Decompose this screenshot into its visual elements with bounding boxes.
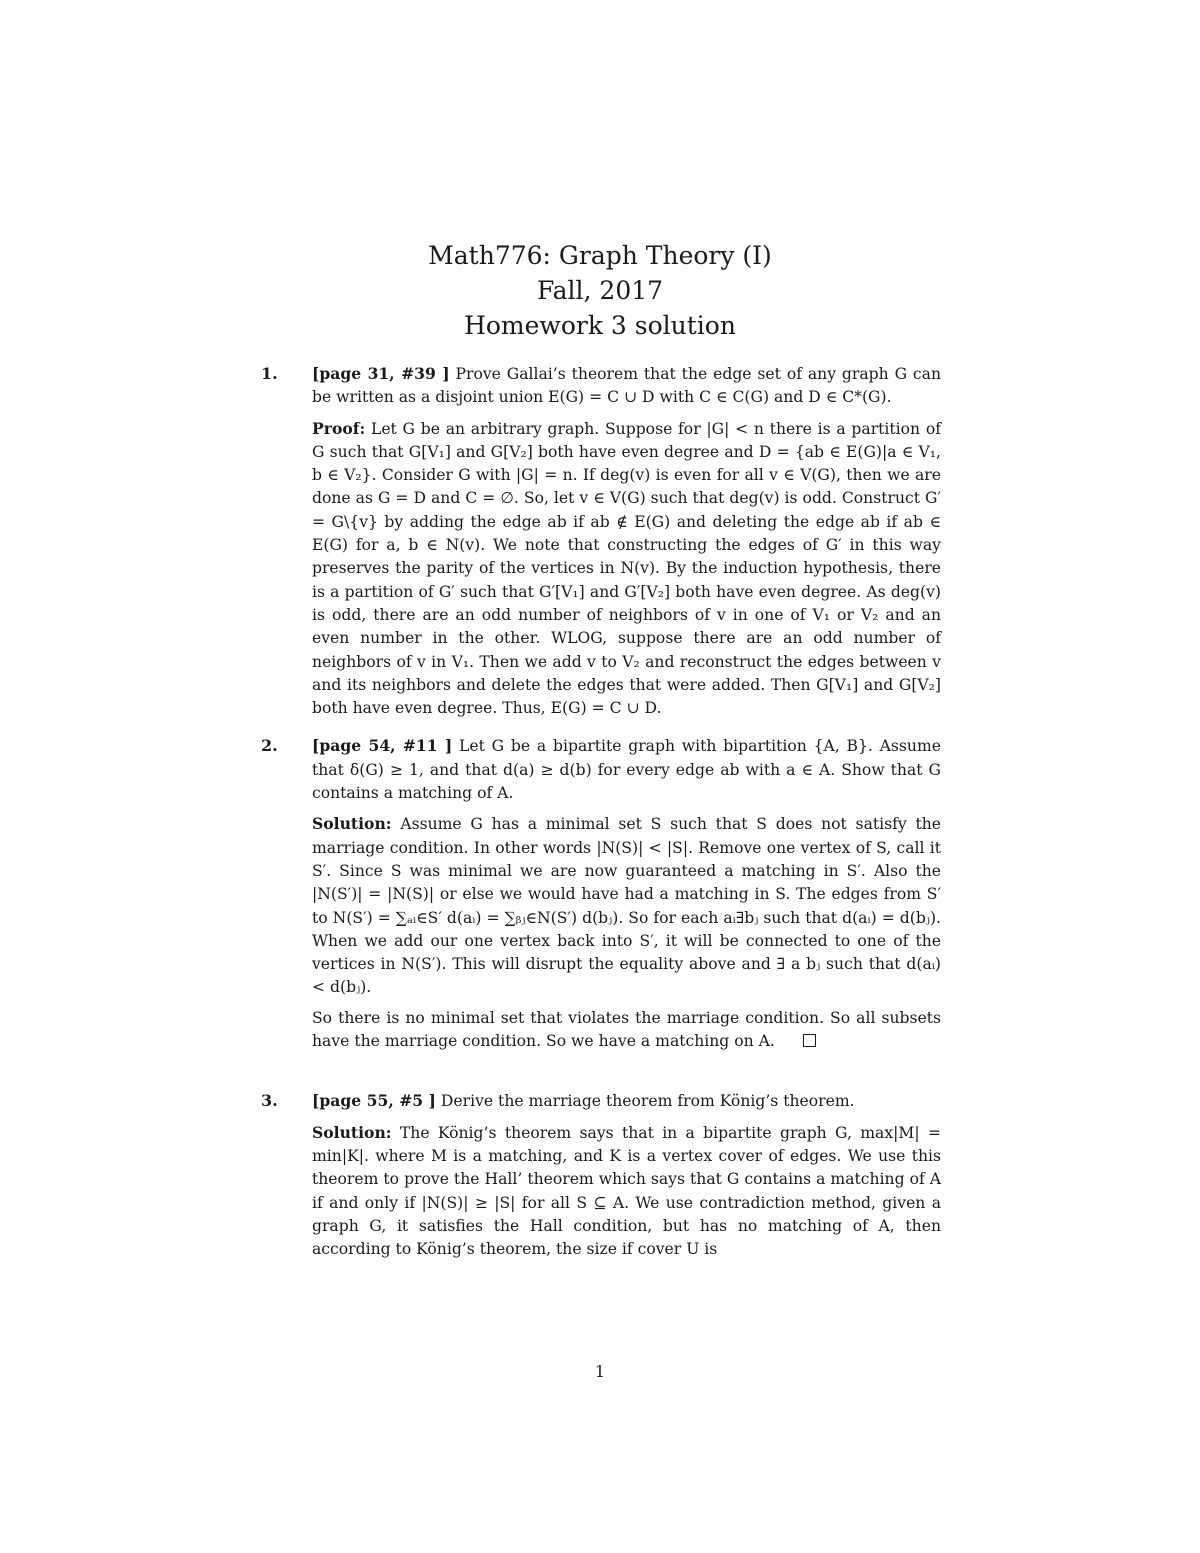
term: Fall, 2017 [536, 276, 664, 305]
problem-reference: [page 55, #5 ] [312, 1091, 436, 1111]
solution-text: Assume G has a minimal set S such that S does not satisfy the marriage condition. In other words |N(S)| < |S|. Remove one vertex of S, call it S′. Since S was minimal we are now guaranteed a matching in S′. Also the |N(S′)| = |N(S)| or else we would have had a matching in S. The edges from S′ to N(S′) = ∑ₐᵢ∈S′ d(aᵢ) = ∑ᵦⱼ∈N(S′) d(bⱼ). So for each aᵢ∃bⱼ such that d(aᵢ) = d(bⱼ). When we add our one vertex back into S′, it will be connected to one of the vertices in N(S′). This will disrupt the equality above and ∃ a bⱼ such that d(aᵢ) < d(bⱼ). [312, 815, 941, 997]
proof-label: Proof: [312, 418, 366, 438]
problem-list [261, 362, 941, 1275]
problem-2 [261, 734, 941, 1053]
conclusion-text: So there is no minimal set that violates the marriage condition. So all subsets have the marriage condition. So we have a matching on A. [312, 1008, 941, 1051]
statement-text: Prove Gallai’s theorem that the edge set of any graph G can be written as a disjoint union E(G) = C ∪ D with C ∈ C(G) and D ∈ C*(G). [312, 365, 941, 407]
proof-text: Let G be an arbitrary graph. Suppose for |G| < n there is a partition of G such that G[V₁] and G[V₂] both have even degree and D = {ab ∈ E(G)|a ∈ V₁, b ∈ V₂}. Consider G with |G| = n. If deg(v) is even for all v ∈ V(G), then we are done as G = D and C = ∅. So, let v ∈ V(G) such that deg(v) is odd. Construct G′ = G\{v} by adding the edge ab if ab ∉ E(G) and deleting the edge ab if ab ∈ E(G) for a, b ∈ N(v). We note that constructing the edges of G′ in this way preserves the parity of the vertices in N(v). By the induction hypothesis, there is a partition of G′ such that G′[V₁] and G′[V₂] both have even degree. As deg(v) is odd, there are an odd number of neighbors of v in one of V₁ or V₂ and an even number in the other. WLOG, suppose there are an odd number of neighbors of v in V₁. Then we add v to V₂ and reconstruct the edges between v and its neighbors and delete the edges that were added. Then G[V₁] and G[V₂] both have even degree. Thus, E(G) = C ∪ D. [312, 419, 941, 718]
spacer [261, 1067, 941, 1089]
problem-number: 3. [261, 1091, 278, 1111]
solution-paragraph [312, 1121, 941, 1262]
problem-3 [261, 1089, 941, 1261]
problem-statement [312, 362, 941, 410]
problem-statement [312, 1089, 941, 1113]
problem-1 [261, 362, 941, 720]
qed-icon [803, 1034, 816, 1047]
assignment-title: Homework 3 solution [464, 311, 736, 340]
solution-label: Solution: [312, 1122, 392, 1142]
solution-text: The König’s theorem says that in a bipartite graph G, max|M| = min|K|. where M is a matching, and K is a vertex cover of edges. We use this theorem to prove the Hall’ theorem which says that G contains a matching of A if and only if |N(S)| ≥ |S| for all S ⊆ A. We use contradiction method, given a graph G, it satisfies the Hall condition, but has no matching of A, then according to König’s theorem, the size if cover U is [312, 1123, 941, 1259]
statement-text: Derive the marriage theorem from König’s theorem. [440, 1092, 855, 1111]
problem-reference: [page 31, #39 ] [312, 364, 450, 383]
problem-number: 2. [261, 736, 278, 756]
problem-statement [312, 734, 941, 805]
conclusion-paragraph [312, 1007, 941, 1054]
title-block [0, 238, 1200, 343]
course-title: Math776: Graph Theory (I) [428, 241, 772, 270]
solution-label: Solution: [312, 814, 392, 834]
problem-reference: [page 54, #11 ] [312, 736, 453, 756]
problem-number: 1. [261, 364, 278, 383]
proof-paragraph [312, 417, 941, 721]
page-number: 1 [594, 1362, 606, 1381]
statement-text: Let G be a bipartite graph with bipartition {A, B}. Assume that δ(G) ≥ 1, and that d(a) ≥ d(b) for every edge ab with a ∈ A. Show that G contains a matching of A. [312, 737, 941, 803]
solution-paragraph [312, 812, 941, 999]
